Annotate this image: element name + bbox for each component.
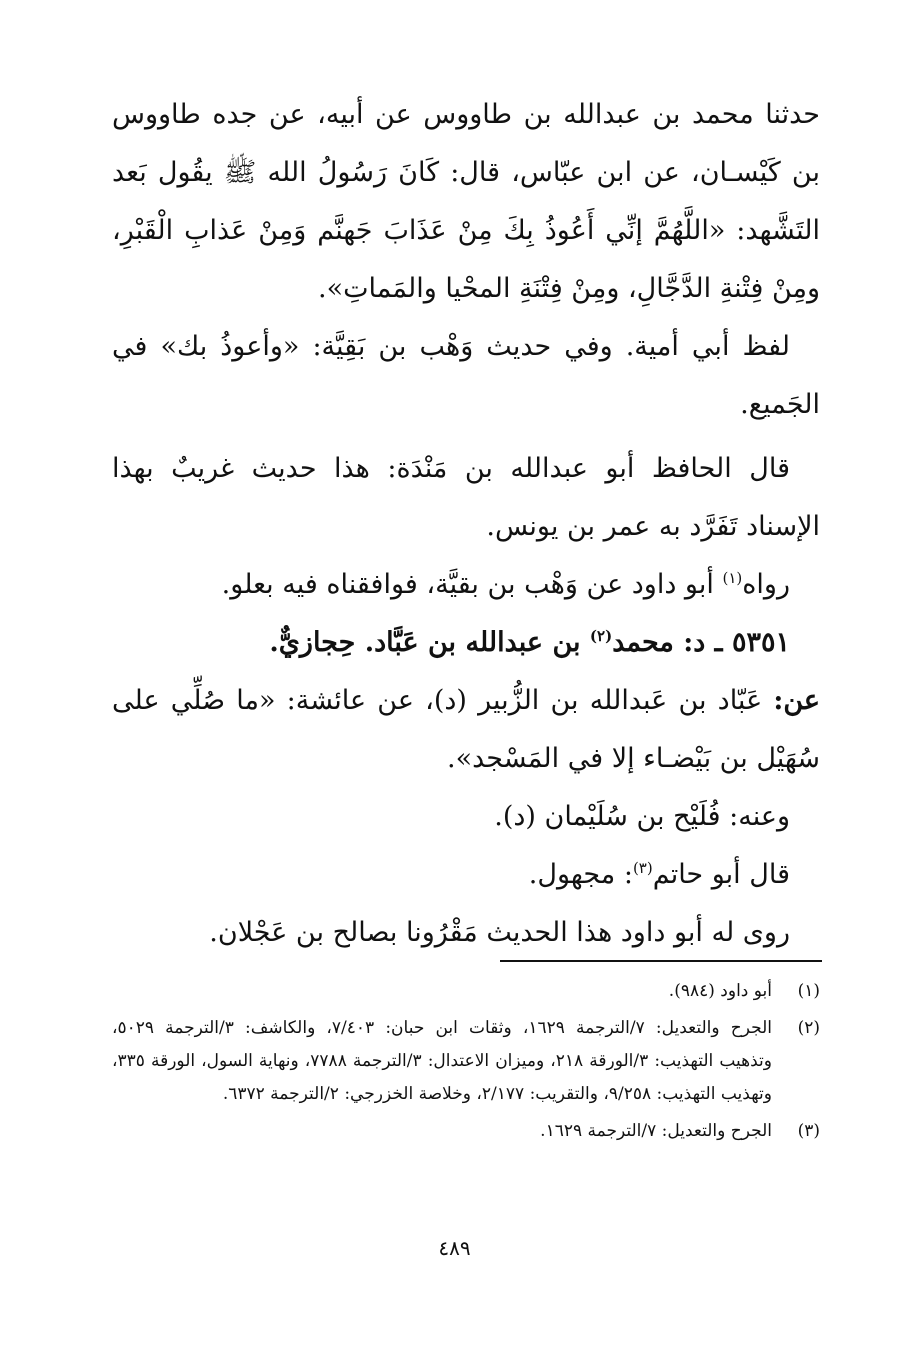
footnote-ref-1[interactable]: (١) <box>722 569 743 587</box>
main-text-block <box>112 86 820 962</box>
closing-line: روى له أبو داود هذا الحديث مَقْرُونا بصالح بن عَجْلان. <box>209 917 790 948</box>
narrator-line: وعنه: فُلَيْح بن سُلَيْمان (د). <box>494 801 790 832</box>
footnote-text: أبو داود (٩٨٤). <box>668 981 772 1001</box>
footnote-3 <box>112 1115 820 1148</box>
entry-heading-start: ٥٣٥١ ـ د: محمد <box>612 627 790 658</box>
entry-heading-end: بن عبدالله بن عَبَّاد. حِجازيٌّ. <box>269 627 590 658</box>
abu-hatim-end: : مجهول. <box>528 859 633 890</box>
hadith-paragraph: حدثنا محمد بن عبدالله بن طاووس عن أبيه، عن جده طاووس بن كَيْسـان، عن ابن عبّاس، قال: كَانَ رَسُولُ الله ﷺ يقُول بَعد التَشَّهد: «اللَّهُمَّ إنِّي أَعُوذُ بِكَ مِنْ عَذَابَ جَهنَّم وَمِنْ عَذابِ الْقَبْرِ، ومِنْ فِتْنةِ الدَّجَّالِ، ومِنْ فِتْنَةِ المحْيا والمَماتِ». <box>112 99 820 304</box>
footnote-1 <box>112 975 820 1008</box>
narration-note-paragraph <box>112 556 820 614</box>
narration-note-start: رواه <box>742 569 790 600</box>
footnote-ref-2[interactable]: (٢) <box>589 627 613 645</box>
footnote-text: الجرح والتعديل: ٧/الترجمة ١٦٢٩. <box>540 1121 772 1141</box>
from-text: عَبّاد بن عَبدالله بن الزُّبير (د)، عن عائشة: «ما صُلِّي على سُهَيْل بن بَيْضـاء إلا في المَسْجد». <box>112 685 820 774</box>
footnote-number: (٣) <box>797 1121 820 1141</box>
entry-from-paragraph <box>112 672 820 788</box>
footnote-ref-3[interactable]: (٣) <box>632 859 653 877</box>
page-number: ٤٨٩ <box>438 1236 471 1260</box>
footnote-divider <box>500 960 822 962</box>
hafiz-comment-paragraph: قال الحافظ أبو عبدالله بن مَنْدَة: هذا حديث غريبٌ بهذا الإسناد تَفَرَّد به عمر بن يونس. <box>112 453 820 542</box>
abu-hatim-start: قال أبو حاتم <box>652 859 790 890</box>
footnotes-block <box>112 975 820 1152</box>
abu-hatim-line <box>112 846 820 904</box>
footnote-text: الجرح والتعديل: ٧/الترجمة ١٦٢٩، وثقات ابن حبان: ٧/٤٠٣، والكاشف: ٣/الترجمة ٥٠٢٩، وتذهيب التهذيب: ٣/الورقة ٢١٨، وميزان الاعتدال: ٣/الترجمة ٧٧٨٨، ونهاية السول، الورقة ٣٣٥، وتهذيب التهذيب: ٩/٢٥٨، والتقريب: ٢/١٧٧، وخلاصة الخزرجي: ٢/الترجمة ٦٣٧٢. <box>112 1018 772 1104</box>
wording-note-paragraph: لفظ أبي أمية. وفي حديث وَهْب بن بَقِيَّة: «وأعوذُ بك» في الجَميع. <box>112 331 820 420</box>
from-label: عن: <box>773 685 820 716</box>
narration-note-end: أبو داود عن وَهْب بن بقيَّة، فوافقناه فيه بعلو. <box>221 569 723 600</box>
footnote-number: (١) <box>797 981 820 1001</box>
footnote-2 <box>112 1012 820 1111</box>
footnote-number: (٢) <box>797 1018 820 1038</box>
entry-heading <box>112 614 820 672</box>
